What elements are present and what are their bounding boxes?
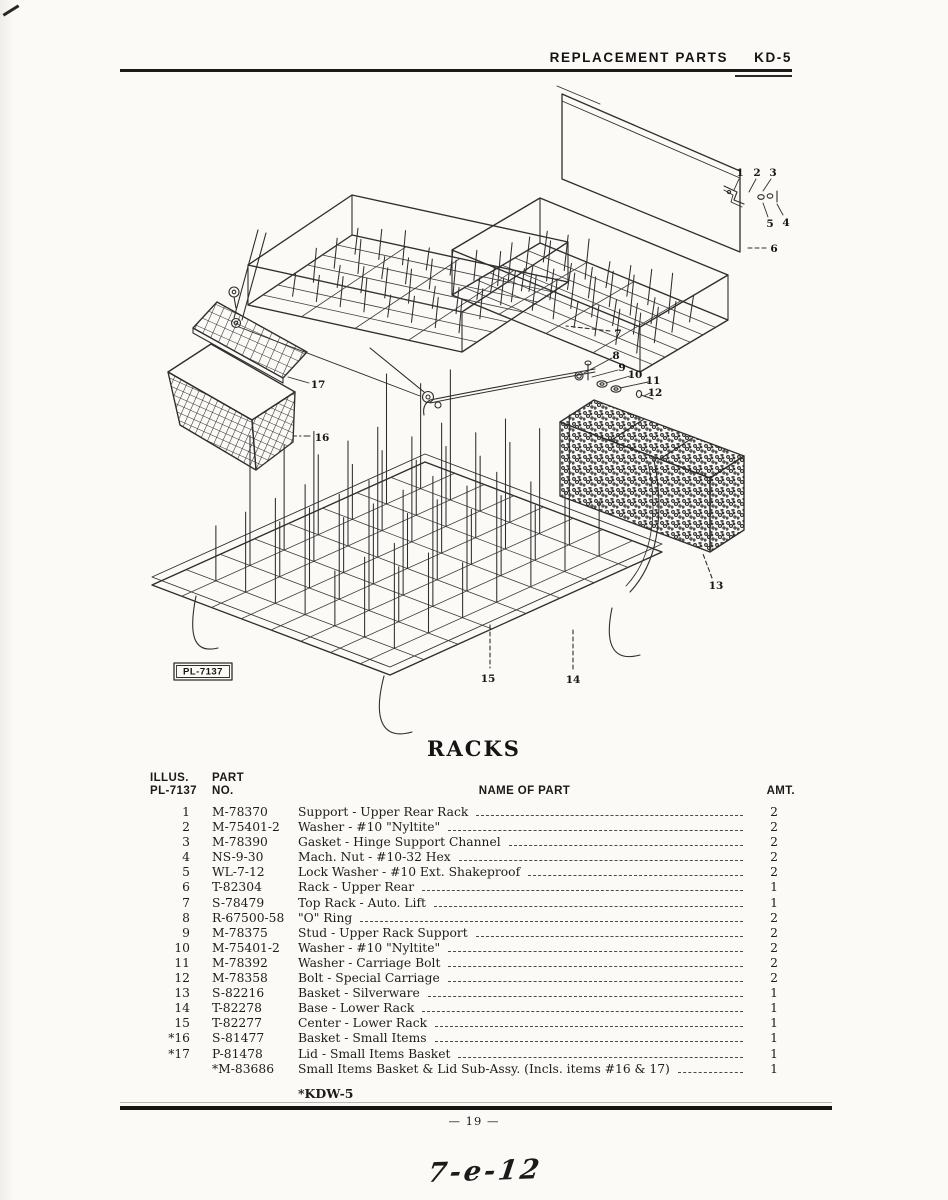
cell-part-name: Washer - #10 "Nyltite": [298, 940, 441, 955]
dotted-leader: [448, 830, 743, 831]
page-number: — 19 —: [448, 1114, 500, 1128]
cell-illus-no: *16: [168, 1031, 190, 1046]
cell-part-no: S-78479: [212, 895, 265, 910]
dotted-leader: [434, 906, 743, 907]
dotted-leader: [448, 981, 743, 982]
cell-illus-no: 11: [174, 955, 190, 970]
cell-part-name: Washer - Carriage Bolt: [298, 955, 441, 970]
callout-6: 6: [770, 243, 778, 255]
cell-illus-no: 10: [174, 940, 190, 955]
cell-illus-no: 1: [182, 805, 190, 819]
cell-part-name: Center - Lower Rack: [298, 1016, 428, 1031]
lid-knob-drawing: [229, 287, 239, 297]
cell-part-no: P-81478: [212, 1046, 263, 1061]
cell-part-name: Small Items Basket & Lid Sub-Assy. (Incls. items #16 & 17): [298, 1061, 670, 1076]
cell-part-no: T-82304: [212, 880, 262, 895]
cell-part-no: T-82278: [212, 1001, 262, 1016]
cell-part-name: Base - Lower Rack: [298, 1001, 415, 1016]
hinge-support-panel-drawing: [562, 94, 740, 252]
cell-illus-no: 2: [182, 820, 190, 835]
cell-amount: 2: [770, 910, 778, 925]
table-row: [150, 865, 795, 880]
cell-part-no: R-67500-58: [212, 910, 285, 925]
cell-part-name: Basket - Small Items: [298, 1031, 427, 1046]
table-body: [150, 805, 795, 1077]
rear-rack-tines: [490, 231, 693, 353]
lift-wire-drawing: [424, 369, 595, 415]
cell-part-name: Bolt - Special Carriage: [298, 971, 440, 986]
cell-illus-no: 15: [174, 1016, 190, 1031]
cell-part-no: S-82216: [212, 986, 265, 1001]
cell-part-name: Gasket - Hinge Support Channel: [298, 835, 501, 850]
exploded-parts-diagram: [0, 80, 948, 735]
cell-amount: 2: [770, 971, 778, 986]
cell-illus-no: 6: [182, 880, 190, 895]
plate-label-box: [174, 663, 232, 680]
table-row: [150, 1047, 795, 1062]
table-row: [150, 941, 795, 956]
dotted-leader: [678, 1072, 743, 1073]
dotted-leader: [428, 996, 743, 997]
dotted-leader: [435, 1026, 743, 1027]
header-rule: [120, 69, 792, 72]
nut-glyph: [767, 194, 773, 198]
dotted-leader: [422, 1011, 743, 1012]
callout-9: 9: [618, 362, 626, 374]
cell-amount: 2: [770, 820, 778, 835]
header-title: REPLACEMENT PARTS: [549, 50, 729, 65]
cell-amount: 1: [770, 1046, 778, 1061]
cell-amount: 1: [770, 1016, 778, 1031]
dotted-leader: [448, 966, 743, 967]
cell-part-no: M-78358: [212, 971, 268, 986]
racks-illustration: [0, 80, 948, 735]
cell-illus-no: 14: [174, 1001, 190, 1016]
cell-part-name: "O" Ring: [298, 910, 353, 925]
cell-illus-no: 5: [182, 865, 190, 880]
table-row: [150, 1016, 795, 1031]
header-model: KD-5: [754, 50, 792, 65]
table-row: [150, 880, 795, 895]
cell-part-no: M-78375: [212, 925, 268, 940]
cell-illus-no: 9: [182, 925, 190, 940]
top-rack-tines: [293, 228, 525, 333]
dotted-leader: [458, 1057, 743, 1058]
callout-3: 3: [769, 167, 777, 179]
dotted-leader: [459, 860, 743, 861]
callout-15: 15: [480, 673, 496, 685]
callout-14: 14: [565, 674, 581, 686]
cell-amount: 2: [770, 865, 778, 880]
washer-drawing: [611, 386, 621, 392]
cell-amount: 2: [770, 940, 778, 955]
cell-amount: 2: [770, 955, 778, 970]
col-header-illus: ILLUS. PL-7137: [150, 772, 197, 797]
table-header: [150, 772, 795, 798]
dotted-leader: [448, 951, 743, 952]
callout-16: 16: [314, 432, 330, 444]
table-row: [150, 1062, 795, 1077]
cell-amount: 1: [770, 880, 778, 895]
cell-amount: 2: [770, 835, 778, 850]
callout-4: 4: [782, 217, 790, 229]
cell-part-name: Basket - Silverware: [298, 986, 420, 1001]
handwritten-note: 7-e-12: [425, 1153, 545, 1190]
table-row: [150, 1001, 795, 1016]
callout-7: 7: [614, 328, 622, 340]
footer-rule: [120, 1106, 832, 1110]
basket-side-face: [252, 392, 295, 470]
cell-part-no: M-78390: [212, 835, 268, 850]
cell-amount: 1: [770, 986, 778, 1001]
dotted-leader: [422, 890, 743, 891]
dotted-leader: [360, 921, 743, 922]
rack-foot-drawing: [609, 608, 640, 657]
scan-artifact: [120, 1102, 832, 1103]
dotted-leader: [476, 815, 743, 816]
cell-amount: 2: [770, 805, 778, 819]
plate-label: PL-7137: [183, 666, 223, 678]
cell-part-name: Lid - Small Items Basket: [298, 1046, 451, 1061]
callout-1: 1: [736, 167, 744, 179]
cell-part-no: T-82277: [212, 1016, 262, 1031]
cell-illus-no: 8: [182, 910, 190, 925]
washer-drawing: [597, 381, 607, 387]
dotted-leader: [476, 936, 743, 937]
col-header-amt: AMT.: [766, 785, 795, 797]
cell-part-no: M-78370: [212, 805, 268, 819]
cell-amount: 1: [770, 1061, 778, 1076]
rack-foot-drawing: [193, 596, 218, 649]
cell-part-no: M-75401-2: [212, 820, 280, 835]
cell-part-name: Rack - Upper Rear: [298, 880, 415, 895]
col-header-part-no: PART NO.: [212, 772, 245, 797]
callout-10: 10: [627, 369, 643, 381]
dotted-leader: [528, 875, 743, 876]
basket-front-face: [168, 372, 256, 470]
table-row: [150, 850, 795, 865]
table-row: [150, 926, 795, 941]
callout-13: 13: [708, 580, 724, 592]
cell-amount: 2: [770, 850, 778, 865]
dotted-leader: [435, 1041, 743, 1042]
cell-illus-no: 13: [174, 986, 190, 1001]
cell-part-name: Top Rack - Auto. Lift: [298, 895, 426, 910]
col-header-name: NAME OF PART: [478, 785, 571, 797]
callout-2: 2: [753, 167, 761, 179]
table-footnote: *KDW-5: [298, 1085, 354, 1101]
table-row: [150, 896, 795, 911]
table-row: [150, 805, 795, 820]
cell-part-no: *M-83686: [212, 1061, 275, 1076]
cell-amount: 1: [770, 895, 778, 910]
cell-part-name: Washer - #10 "Nyltite": [298, 820, 441, 835]
cell-part-no: NS-9-30: [212, 850, 264, 865]
bolt-head-drawing: [636, 391, 641, 398]
table-row: [150, 820, 795, 835]
callout-11: 11: [645, 375, 661, 387]
cell-amount: 1: [770, 1001, 778, 1016]
table-row: [150, 835, 795, 850]
model-underline: [735, 75, 792, 77]
cell-part-name: Lock Washer - #10 Ext. Shakeproof: [298, 865, 521, 880]
cell-amount: 2: [770, 925, 778, 940]
callout-5: 5: [766, 218, 774, 230]
callout-8: 8: [612, 350, 620, 362]
cell-illus-no: *17: [168, 1046, 190, 1061]
cell-part-no: M-75401-2: [212, 940, 280, 955]
cell-part-no: M-78392: [212, 955, 268, 970]
table-row: [150, 986, 795, 1001]
page-header: [550, 50, 792, 65]
section-title: RACKS: [427, 736, 521, 761]
dotted-leader: [509, 845, 743, 846]
o-ring-drawing: [575, 372, 583, 380]
parts-table: [150, 772, 795, 1101]
scan-artifact: [3, 4, 20, 16]
callout-12: 12: [647, 387, 663, 399]
table-row: [150, 911, 795, 926]
cell-amount: 1: [770, 1031, 778, 1046]
cell-part-name: Stud - Upper Rack Support: [298, 925, 468, 940]
cell-part-no: S-81477: [212, 1031, 265, 1046]
cell-illus-no: 7: [182, 895, 190, 910]
callout-17: 17: [310, 379, 326, 391]
cell-part-name: Mach. Nut - #10-32 Hex: [298, 850, 451, 865]
cell-illus-no: 4: [182, 850, 190, 865]
cell-part-name: Support - Upper Rear Rack: [298, 805, 469, 819]
table-row: [150, 1031, 795, 1046]
cell-illus-no: 12: [174, 971, 190, 986]
washer-glyph: [758, 195, 764, 200]
cell-part-no: WL-7-12: [212, 865, 265, 880]
table-row: [150, 956, 795, 971]
table-row: [150, 971, 795, 986]
cell-illus-no: 3: [182, 835, 190, 850]
rack-foot-drawing: [379, 676, 412, 734]
